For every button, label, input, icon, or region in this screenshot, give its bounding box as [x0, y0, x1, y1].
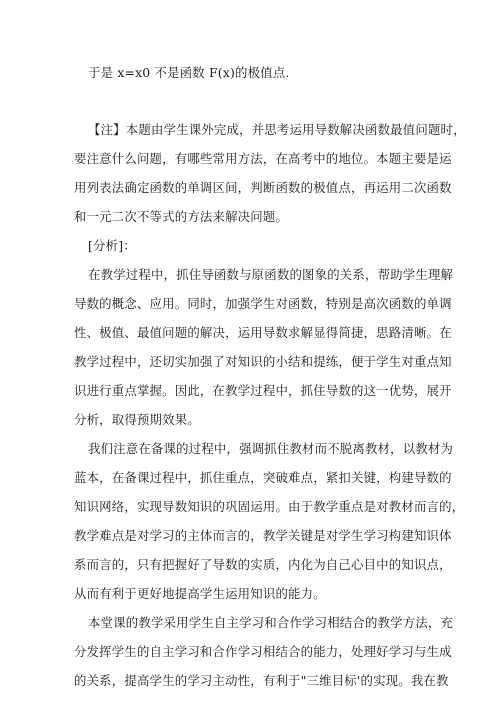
text-line: 分发挥学生的自主学习和合作学习相结合的能力，处理好学习与生成 — [74, 644, 452, 659]
text-line: 于是 x=x0 不是函数 F(x)的极值点. — [88, 65, 290, 80]
text-line: 本堂课的教学采用学生自主学习和合作学习相结合的教学方法，充 — [88, 615, 454, 630]
text-line: 从而有利于更好地提高学生运用知识的能力。 — [74, 586, 326, 601]
text-line: 识进行重点掌握。因此，在教学过程中，抓住导数的这一优势，展开 — [74, 383, 452, 398]
text-line: 分析，取得预期效果。 — [74, 412, 200, 427]
text-line: 在教学过程中，抓住导函数与原函数的图象的关系，帮助学生理解 — [88, 267, 454, 282]
text-line: 和一元二次不等式的方法来解决问题。 — [74, 209, 289, 224]
text-line: 导数的概念、应用。同时，加强学生对函数，特别是高次函数的单调 — [74, 296, 452, 311]
text-line: 用列表法确定函数的单调区间，判断函数的极值点，再运用二次函数 — [74, 180, 452, 195]
text-line: 蓝本，在备课过程中，抓住重点，突破难点，紧扣关键，构建导数的 — [74, 470, 452, 485]
text-line: 教学过程中，还切实加强了对知识的小结和提练，便于学生对重点知 — [74, 354, 452, 369]
text-line: 我们注意在备课的过程中，强调抓住教材而不脱离教材，以教材为 — [88, 441, 454, 456]
text-line: 要注意什么问题，有哪些常用方法，在高考中的地位。本题主要是运 — [74, 151, 452, 166]
text-line: [分析]： — [88, 238, 136, 253]
text-line: 性、极值、最值问题的解决，运用导数求解显得简捷，思路清晰。在 — [74, 325, 452, 340]
text-line: 教学难点是对学习的主体而言的，教学关键是对学生学习构建知识体 — [74, 528, 452, 543]
text-line: 【注】本题由学生课外完成，并思考运用导数解决函数最值问题时， — [88, 122, 466, 137]
text-line: 知识网络，实现导数知识的巩固运用。由于教学重点是对教材而言的， — [74, 499, 465, 514]
text-line: 的关系，提高学生的学习主动性，有利于"三维目标'的实现。我在教 — [74, 673, 449, 688]
text-line: 系而言的，只有把握好了导数的实质，内化为自己心目中的知识点， — [74, 557, 452, 572]
